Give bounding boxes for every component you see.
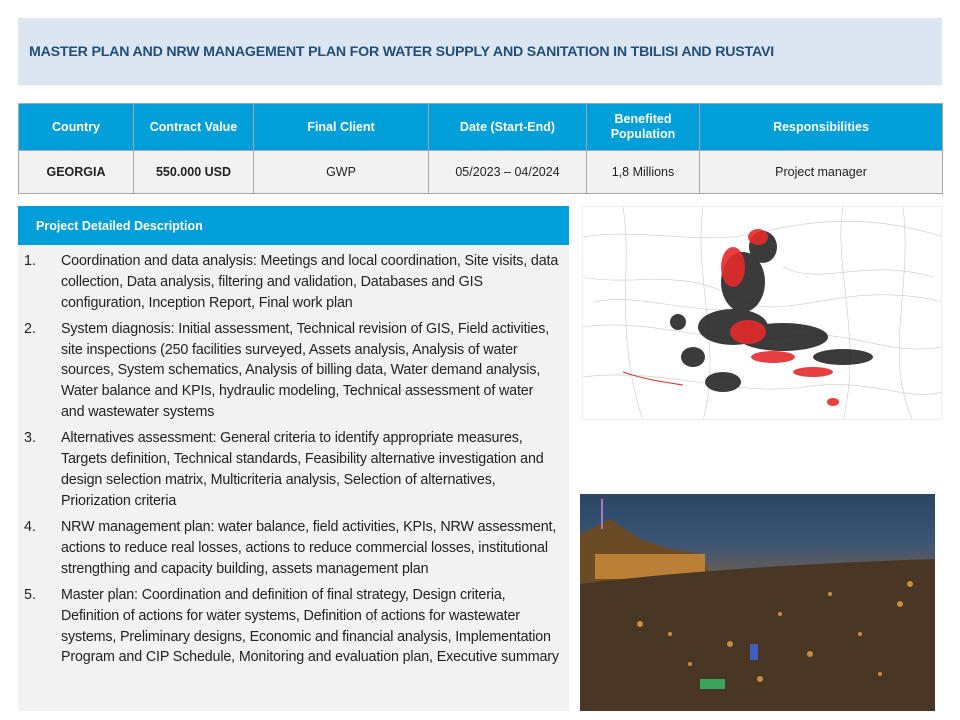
cell-country: GEORGIA [19, 151, 134, 194]
page-title: MASTER PLAN AND NRW MANAGEMENT PLAN FOR WATER SUPPLY AND SANITATION IN TBILISI AND RUSTAVI [29, 43, 774, 60]
network-map-image [582, 206, 942, 420]
header-responsibilities: Responsibilities [700, 104, 943, 151]
cell-contract-value: 550.000 USD [134, 151, 254, 194]
header-benefited-population: Benefited Population [587, 104, 700, 151]
description-panel [18, 206, 569, 711]
description-list [18, 245, 569, 668]
list-item-text: Alternatives assessment: General criteria to identify appropriate measures, Targets definition, Technical standards, Feasibility alternative investigation and design selection matrix, Multicriteria analysis, Selection of alternatives, Priorization criteria [61, 430, 544, 509]
list-item [24, 251, 559, 313]
list-item [24, 319, 559, 423]
cell-final-client: GWP [254, 151, 429, 194]
cell-responsibilities: Project manager [700, 151, 943, 194]
list-item-text: Coordination and data analysis: Meetings and local coordination, Site visits, data collection, Data analysis, filtering and validation, Databases and GIS configuration, Inception Report, Final work plan [61, 253, 559, 311]
list-item-number: 5. [24, 586, 36, 603]
table-row [19, 151, 943, 194]
city-photo-graphic [580, 494, 935, 711]
header-country: Country [19, 104, 134, 151]
network-map-graphic [583, 207, 942, 420]
header-date: Date (Start-End) [429, 104, 587, 151]
tbilisi-night-photo [580, 494, 935, 711]
list-item [24, 517, 559, 579]
header-contract-value: Contract Value [134, 104, 254, 151]
list-item-text: NRW management plan: water balance, field activities, KPIs, NRW assessment, actions to reduce real losses, actions to reduce commercial losses, institutional strengthing and capacity building, assets management plan [61, 519, 557, 577]
list-item-number: 2. [24, 320, 36, 337]
table-header-row [19, 104, 943, 151]
list-item-text: Master plan: Coordination and definition of final strategy, Design criteria, Definition of actions for water systems, Definition of actions for wastewater systems, Preliminary designs, Economic and financial analysis, Implementation Program and CIP Schedule, Monitoring and evaluation plan, Executive summary [61, 586, 559, 666]
list-item-number: 3. [24, 430, 36, 447]
list-item [24, 428, 559, 511]
list-item-text: System diagnosis: Initial assessment, Technical revision of GIS, Field activities, site inspections (250 facilities surveyed, Assets analysis, Analysis of water sources, System schematics, Analysis of billing data, Water demand analysis, Water balance and KPIs, hydraulic modeling, Technical assessment of water and wastewater systems [61, 320, 550, 421]
cell-benefited-population: 1,8 Millions [587, 151, 700, 194]
list-item-number: 1. [24, 253, 36, 269]
list-item-number: 4. [24, 519, 36, 536]
list-item [24, 585, 559, 668]
title-banner [18, 18, 942, 85]
project-summary-table [18, 103, 943, 194]
header-final-client: Final Client [254, 104, 429, 151]
description-header: Project Detailed Description [18, 206, 569, 245]
cell-date: 05/2023 – 04/2024 [429, 151, 587, 194]
